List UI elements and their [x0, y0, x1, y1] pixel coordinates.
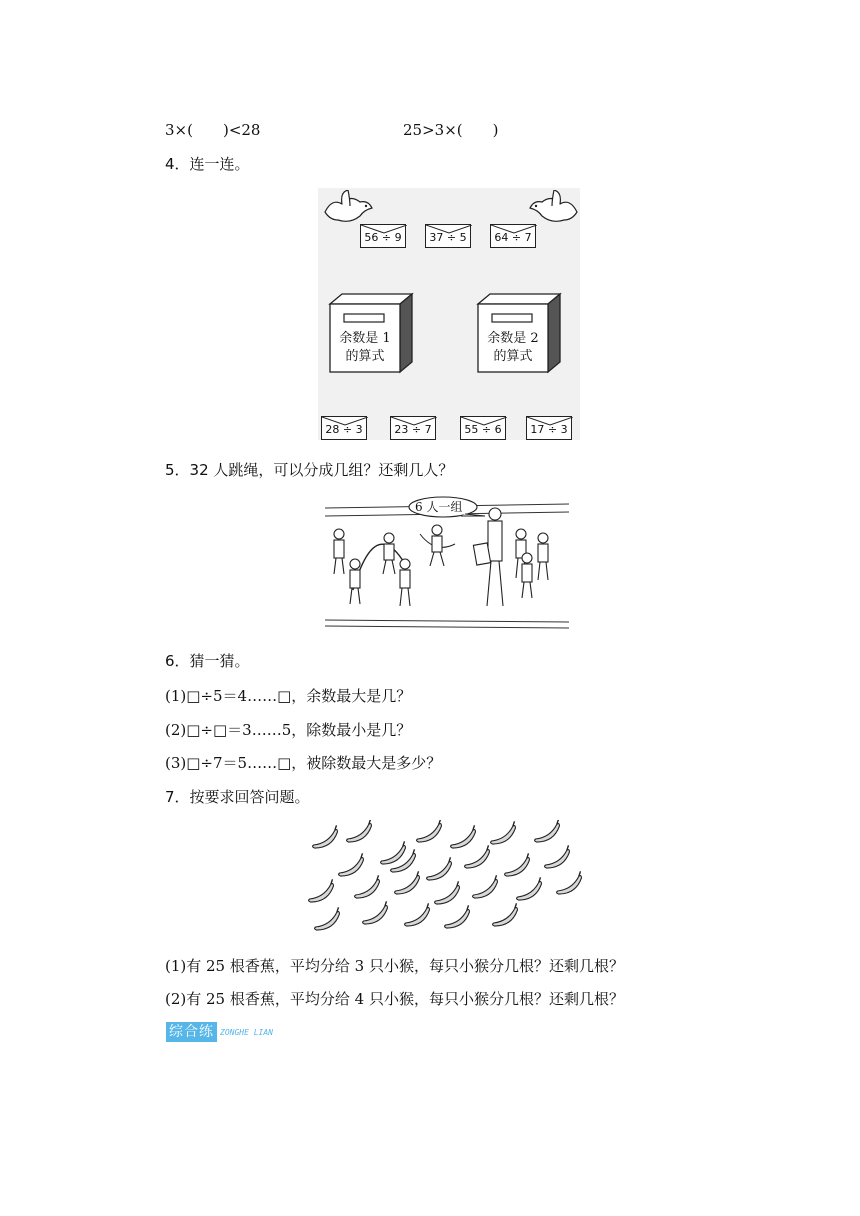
banana-icon: [392, 871, 424, 898]
envelope-label: 23 ÷ 7: [394, 423, 432, 436]
banana-icon: [502, 853, 534, 880]
q7-item-2: (2)有 25 根香蕉，平均分给 4 只小猴，每只小猴分几根？还剩几根？: [165, 990, 624, 1008]
envelope-64-div-7[interactable]: [490, 224, 536, 248]
q3-left-expression: 3×( )<28: [165, 121, 261, 139]
banana-icon: [336, 853, 368, 880]
q4-figure: [318, 188, 580, 440]
section-badge-pinyin: ZONGHE LIAN: [220, 1027, 273, 1037]
mailbox-1-line-1: 余数是 1: [339, 331, 391, 346]
banana-icon: [442, 905, 474, 932]
envelope-56-div-9[interactable]: [360, 224, 406, 248]
envelope-label: 28 ÷ 3: [325, 423, 363, 436]
banana-icon: [352, 875, 384, 902]
mailbox-2-line-1: 余数是 2: [487, 331, 539, 346]
banana-icon: [344, 820, 376, 847]
q7-title: 7．按要求回答问题。: [165, 788, 310, 806]
banana-icon: [414, 820, 446, 847]
banana-icon: [490, 903, 522, 930]
q4-title: 4．连一连。: [165, 155, 250, 173]
banana-icon: [402, 903, 434, 930]
banana-icon: [462, 845, 494, 872]
banana-icon: [388, 849, 420, 876]
banana-icon: [360, 901, 392, 928]
bananas-illustration: [308, 820, 592, 938]
banana-icon: [308, 879, 339, 906]
banana-icon: [488, 821, 520, 848]
q6-title: 6．猜一猜。: [165, 652, 250, 670]
envelope-label: 64 ÷ 7: [494, 231, 532, 244]
envelope-label: 37 ÷ 5: [429, 231, 467, 244]
banana-icon: [448, 825, 480, 852]
banana-icon: [554, 871, 586, 898]
q7-item-1: (1)有 25 根香蕉，平均分给 3 只小猴，每只小猴分几根？还剩几根？: [165, 957, 624, 975]
banana-icon: [424, 857, 456, 884]
banana-icon: [312, 907, 344, 934]
q6-item-3: (3)□÷7＝5……□，被除数最大是多少？: [165, 754, 442, 772]
mailbox-2-label[interactable]: [478, 330, 548, 366]
q6-item-1: (1)□÷5＝4……□，余数最大是几？: [165, 687, 412, 705]
banana-icon: [514, 877, 546, 904]
mailbox-1-label[interactable]: [330, 330, 400, 366]
mailbox-1-line-2: 的算式: [345, 349, 385, 364]
envelope-23-div-7[interactable]: [390, 416, 436, 440]
envelope-17-div-3[interactable]: [526, 416, 572, 440]
jump-rope-illustration: [325, 494, 569, 630]
envelope-55-div-6[interactable]: [460, 416, 506, 440]
envelope-label: 56 ÷ 9: [364, 231, 402, 244]
banana-icon: [432, 881, 464, 908]
envelope-label: 17 ÷ 3: [530, 423, 568, 436]
speech-bubble-text: 6 人一组: [415, 500, 463, 514]
q3-right-expression: 25>3×( ): [403, 121, 499, 139]
section-badge-title: 综合练: [166, 1022, 217, 1042]
envelope-37-div-5[interactable]: [425, 224, 471, 248]
mailbox-2-line-2: 的算式: [493, 349, 533, 364]
banana-icon: [470, 875, 502, 902]
banana-icon: [532, 820, 564, 847]
envelope-label: 55 ÷ 6: [464, 423, 502, 436]
q5-title: 5．32 人跳绳，可以分成几组？还剩几人？: [165, 461, 454, 479]
banana-icon: [542, 845, 574, 872]
envelope-28-div-3[interactable]: [321, 416, 367, 440]
q6-item-2: (2)□÷□＝3……5，除数最小是几？: [165, 721, 412, 739]
section-badge: [166, 1022, 273, 1042]
banana-icon: [310, 825, 342, 852]
